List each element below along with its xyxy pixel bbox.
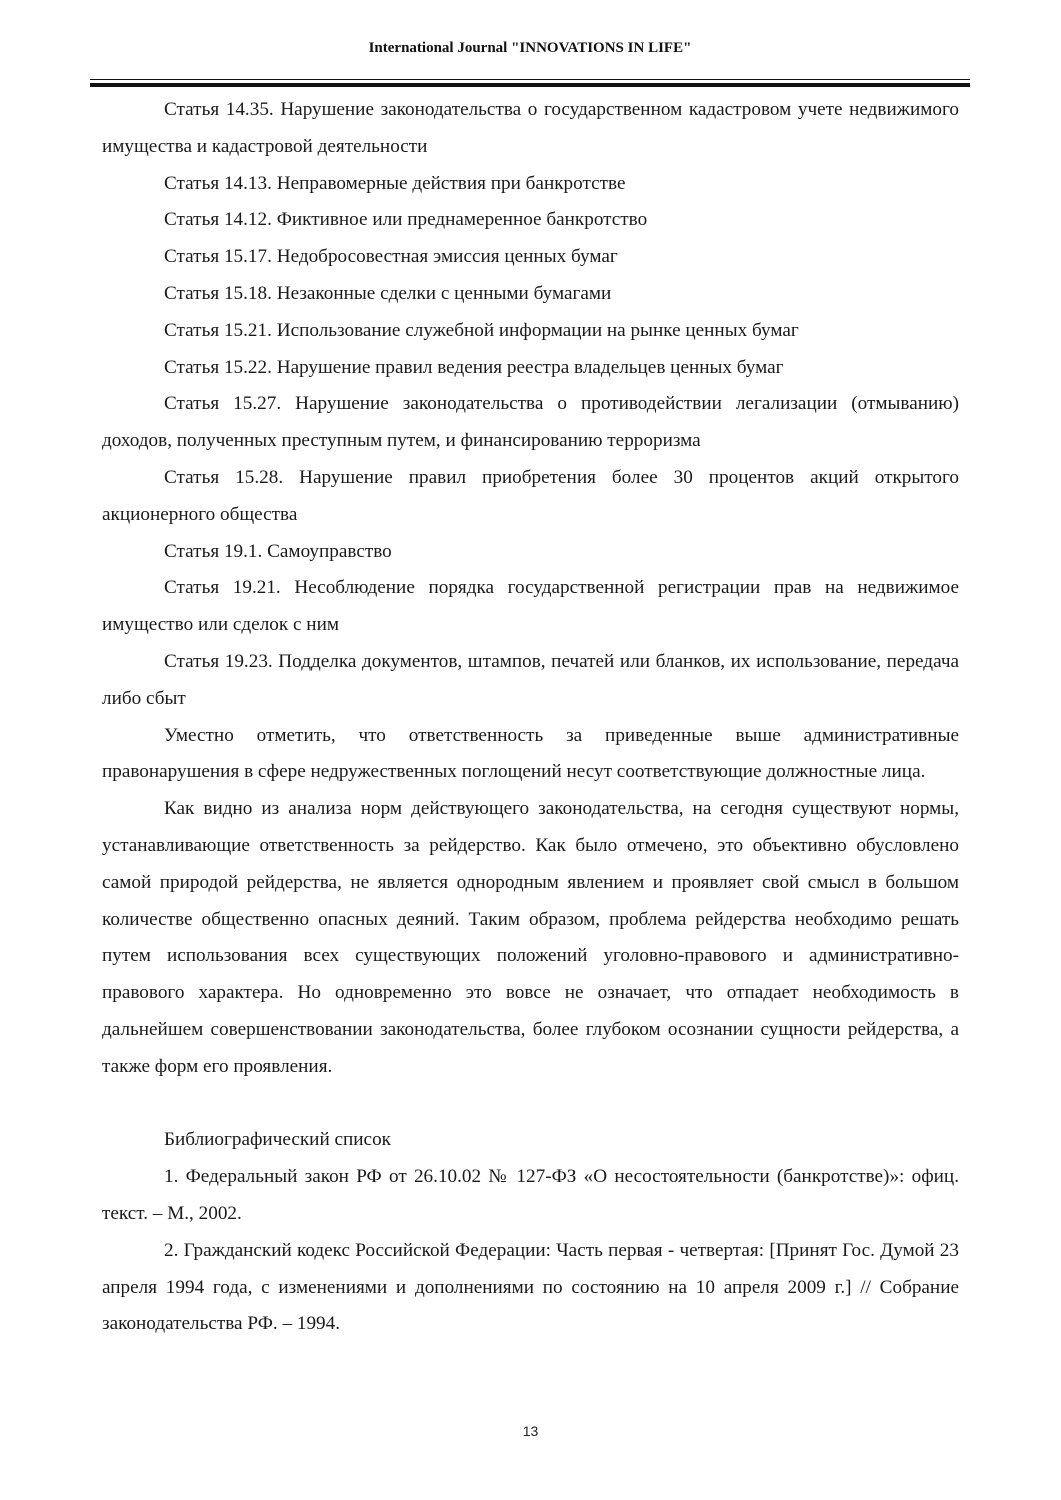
article-19-23: Статья 19.23. Подделка документов, штампов, печатей или бланков, их использование, передача либо сбыт — [102, 650, 959, 709]
article-15-27: Статья 15.27. Нарушение законодательства о противодействии легализации (отмыванию) доходов, полученных преступным путем, и финансированию терроризма — [102, 393, 959, 452]
header-rule-thin — [90, 79, 970, 80]
article-15-21: Статья 15.21. Использование служебной информации на рынке ценных бумаг — [164, 319, 799, 341]
article-14-13: Статья 14.13. Неправомерные действия при банкротстве — [164, 172, 626, 194]
header-rule-thick — [90, 83, 970, 87]
bibliography-item: 1. Федеральный закон РФ от 26.10.02 № 127-ФЗ «О несостоятельности (банкротстве)»: офиц. текст. – М., 2002. — [102, 1166, 959, 1224]
journal-header: International Journal "INNOVATIONS IN LIFE" — [368, 40, 692, 56]
paragraph-responsibility: Уместно отметить, что ответственность за приведенные выше административные правонарушения в сфере недружественных поглощений несут соответствующие должностные лица. — [102, 724, 959, 783]
article-19-1: Статья 19.1. Самоуправство — [164, 540, 392, 562]
page-body — [102, 92, 959, 1343]
article-15-17: Статья 15.17. Недобросовестная эмиссия ценных бумаг — [164, 246, 618, 268]
article-15-22: Статья 15.22. Нарушение правил ведения реестра владельцев ценных бумаг — [164, 356, 784, 378]
article-15-28: Статья 15.28. Нарушение правил приобретения более 30 процентов акций открытого акционерного общества — [102, 466, 959, 525]
article-14-35: Статья 14.35. Нарушение законодательства о государственном кадастровом учете недвижимого имущества и кадастровой деятельности — [102, 99, 959, 157]
page-number: 13 — [522, 1423, 539, 1439]
bibliography-title: Библиографический список — [164, 1129, 391, 1151]
article-19-21: Статья 19.21. Несоблюдение порядка государственной регистрации прав на недвижимое имущество или сделок с ним — [102, 577, 959, 636]
article-14-12: Статья 14.12. Фиктивное или преднамеренное банкротство — [164, 209, 648, 231]
bibliography-item: 2. Гражданский кодекс Российской Федерации: Часть первая - четвертая: [Принят Гос. Думой 23 апреля 1994 года, с изменениями и дополнениями по состоянию на 10 апреля 2009 г.] // Собрание законодательства РФ. – 1994. — [102, 1239, 959, 1335]
article-15-18: Статья 15.18. Незаконные сделки с ценными бумагами — [164, 282, 612, 304]
paragraph-conclusion: Как видно из анализа норм действующего законодательства, на сегодня существуют нормы, устанавливающие ответственность за рейдерство. Как было отмечено, это объективно обусловлено самой природой рейдерства, не является однородным явлением и проявляет свой смысл в большом количестве общественно опасных деяний. Таким образом, проблема рейдерства необходимо решать путем использования всех существующих положений уголовно-правового и административно-правового характера. Но одновременно это вовсе не означает, что отпадает необходимость в дальнейшем совершенствовании законодательства, более глубоком осознании сущности рейдерства, а также форм его проявления. — [102, 798, 959, 1077]
